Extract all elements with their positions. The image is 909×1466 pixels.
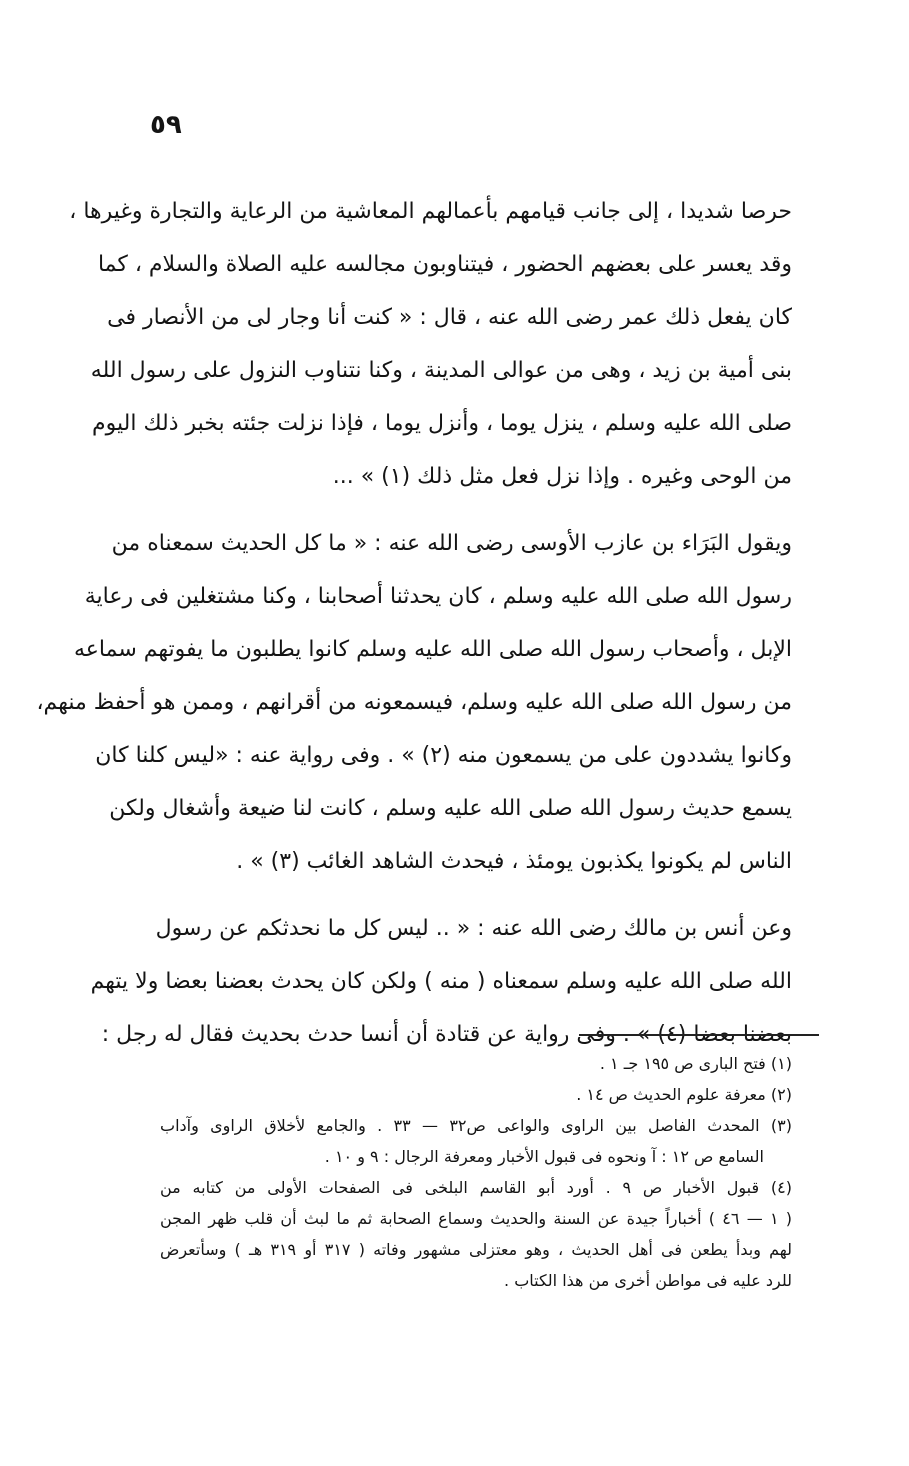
text-line: رسول الله صلى الله عليه وسلم ، كان يحدثنا أصحابنا ، وكنا مشتغلين فى رعاية [84, 584, 792, 609]
text-line: حرصا شديدا ، إلى جانب قيامهم بأعمالهم المعاشية من الرعاية والتجارة وغيرها ، [69, 199, 792, 224]
text-line: كان يفعل ذلك عمر رضى الله عنه ، قال : « كنت أنا وجار لى من الأنصار فى [107, 305, 792, 330]
text-line: يسمع حديث رسول الله صلى الله عليه وسلم ، كانت لنا ضيعة وأشغال ولكن [109, 796, 792, 821]
footnote: (٢) معرفة علوم الحديث ص ١٤ . [576, 1085, 792, 1104]
text-line: الإبل ، وأصحاب رسول الله صلى الله عليه وسلم كانوا يطلبون ما يفوتهم سماعه [74, 637, 792, 662]
text-line: من الوحى وغيره . وإذا نزل فعل مثل ذلك (١) » ... [332, 464, 792, 489]
paragraph-2 [36, 517, 792, 888]
paragraph-3 [90, 902, 792, 1061]
footnote-continuation: ( ١ — ٤٦ ) أخباراً جيدة عن السنة والحديث وسماع الصحابة ثم ما لبث أن قلب ظهر المجن [160, 1209, 793, 1228]
paragraph-1 [69, 185, 792, 503]
footnote-continuation: السامع ص ١٢ : آ ونحوه فى قبول الأخبار ومعرفة الرجال : ٩ و ١٠ . [324, 1147, 764, 1166]
footnote-continuation: لهم وبدأ يطعن فى أهل الحديث ، وهو معتزلى مشهور وفاته ( ٣١٧ أو ٣١٩ هـ ) وسأتعرض [160, 1240, 793, 1259]
text-line: الناس لم يكونوا يكذبون يومئذ ، فيحدث الشاهد الغائب (٣) » . [236, 849, 792, 874]
text-line: الله صلى الله عليه وسلم سمعناه ( منه ) ولكن كان يحدث بعضنا بعضا ولا يتهم [90, 969, 792, 994]
main-text [36, 185, 792, 1061]
text-line: من رسول الله صلى الله عليه وسلم، فيسمعونه من أقرانهم ، وممن هو أحفظ منهم، [36, 690, 792, 715]
footnote-divider [579, 1034, 819, 1036]
text-line: وعن أنس بن مالك رضى الله عنه : « .. ليس كل ما نحدثكم عن رسول [155, 916, 792, 941]
footnote: (٣) المحدث الفاصل بين الراوى والواعى ص٣٢ — ٣٣ . والجامع لأخلاق الراوى وآداب [160, 1116, 792, 1135]
footnote-continuation: للرد عليه فى مواطن أخرى من هذا الكتاب . [504, 1271, 792, 1290]
footnote: (٤) قبول الأخبار ص ٩ . أورد أبو القاسم البلخى فى الصفحات الأولى من كتابه من [160, 1178, 793, 1197]
text-line: بعضنا بعضا (٤) » . وفى رواية عن قتادة أن أنسا حدث بحديث فقال له رجل : [101, 1022, 792, 1047]
text-line: بنى أمية بن زيد ، وهى من عوالى المدينة ، وكنا نتناوب النزول على رسول الله [90, 358, 792, 383]
text-line: وقد يعسر على بعضهم الحضور ، فيتناوبون مجالسه عليه الصلاة والسلام ، كما [97, 252, 792, 277]
footnote: (١) فتح البارى ص ١٩٥ جـ ١ . [599, 1054, 792, 1073]
page-number: ٥٩ [150, 110, 182, 140]
text-line: ويقول البَرَاء بن عازب الأوسى رضى الله عنه : « ما كل الحديث سمعناه من [111, 531, 792, 556]
text-line: صلى الله عليه وسلم ، ينزل يوما ، وأنزل يوما ، فإذا نزلت جئته بخبر ذلك اليوم [92, 411, 792, 436]
footnotes [160, 1048, 792, 1296]
text-line: وكانوا يشددون على من يسمعون منه (٢) » . وفى رواية عنه : «ليس كلنا كان [95, 743, 792, 768]
